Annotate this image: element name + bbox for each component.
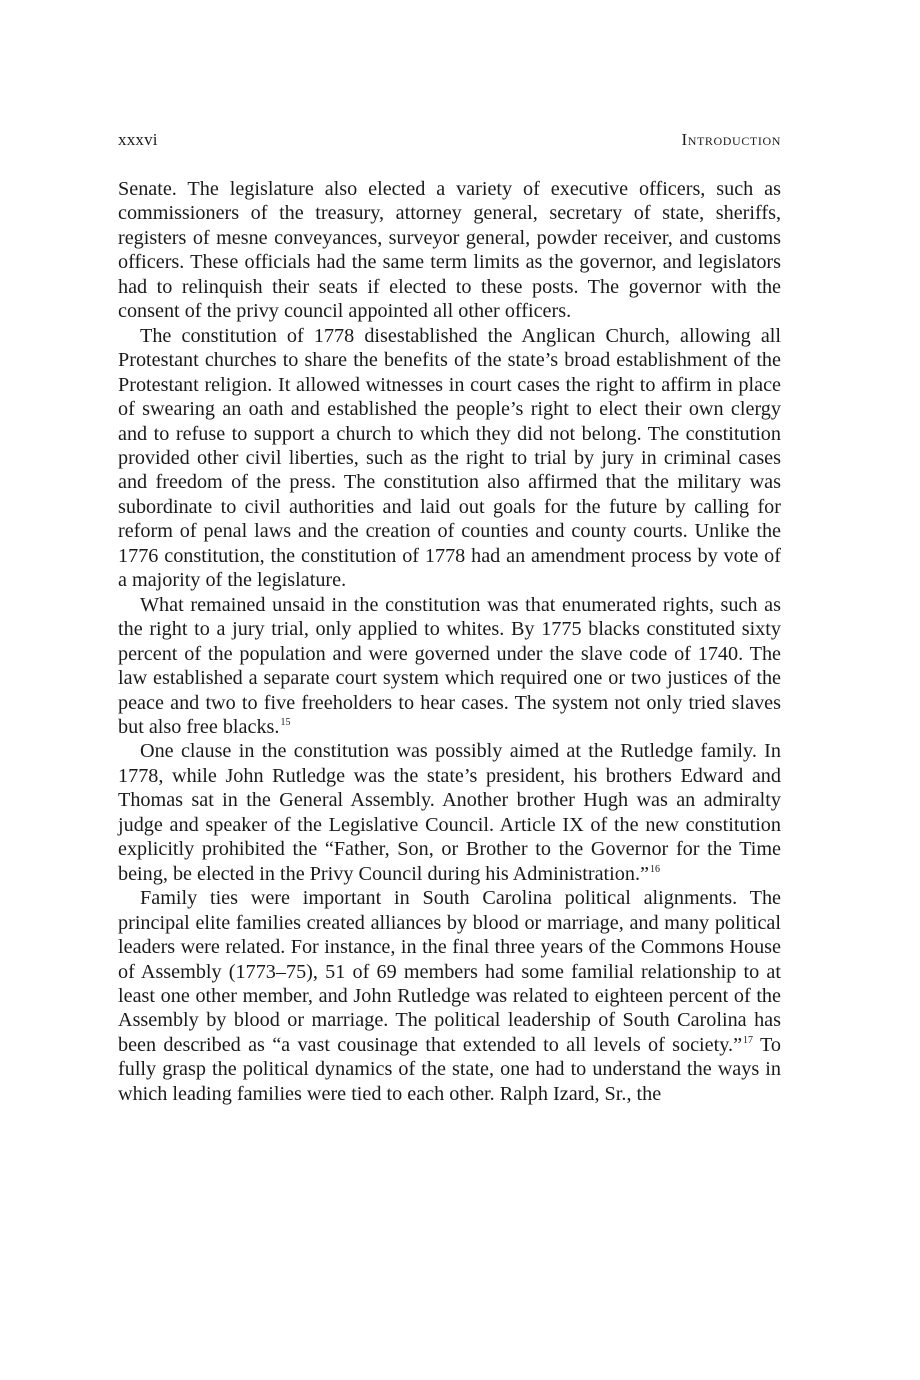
page-number: xxxvi xyxy=(118,130,158,149)
paragraph xyxy=(118,886,781,1106)
paragraph xyxy=(118,324,781,593)
paragraph xyxy=(118,177,781,324)
paragraph xyxy=(118,593,781,740)
paragraph-text: What remained unsaid in the constitution was that enumerated rights, such as the right to a jury trial, only applied to whites. By 1775 blacks constituted sixty percent of the population and were governed under the slave code of 1740. The law established a separate court system which required one or two justices of the peace and two to five freeholders to hear cases. The system not only tried slaves but also free blacks. xyxy=(118,593,781,738)
footnote-ref[interactable]: 17 xyxy=(743,1034,754,1046)
body-text xyxy=(118,177,781,1106)
paragraph-text-continued: To fully grasp the political dynamics of the state, one had to understand the ways in which leading families were tied to each other. Ralph Izard, Sr., the xyxy=(118,1033,781,1105)
footnote-ref[interactable]: 15 xyxy=(280,716,291,728)
paragraph xyxy=(118,739,781,886)
paragraph-text: The constitution of 1778 disestablished the Anglican Church, allowing all Protestant churches to share the benefits of the state’s broad establishment of the Protestant religion. It allowed witnesses in court cases the right to affirm in place of swearing an oath and established the people’s right to elect their own clergy and to refuse to support a church to which they did not belong. The constitution provided other civil liberties, such as the right to trial by jury in criminal cases and freedom of the press. The constitution also affirmed that the military was subordinate to civil authorities and laid out goals for the future by calling for reform of penal laws and the creation of counties and county courts. Unlike the 1776 constitution, the constitution of 1778 had an amendment process by vote of a majority of the legislature. xyxy=(118,324,781,592)
running-head xyxy=(118,128,781,156)
book-page xyxy=(118,128,781,1268)
paragraph-text: Family ties were important in South Carolina political alignments. The principal elite families created alliances by blood or marriage, and many political leaders were related. For instance, in the final three years of the Commons House of Assembly (1773–75), 51 of 69 members had some familial relationship to at least one other member, and John Rutledge was related to eighteen percent of the Assembly by blood or marriage. The political leadership of South Carolina has been described as “a vast cousinage that extended to all levels of society.” xyxy=(118,887,781,1056)
footnote-ref[interactable]: 16 xyxy=(649,863,660,875)
paragraph-text: One clause in the constitution was possibly aimed at the Rutledge family. In 1778, while John Rutledge was the state’s president, his brothers Edward and Thomas sat in the General Assembly. Another brother Hugh was an admiralty judge and speaker of the Legislative Council. Article IX of the new constitution explicitly prohibited the “Father, Son, or Brother to the Governor for the Time being, be elected in the Privy Council during his Administration.” xyxy=(118,740,781,885)
section-title: Introduction xyxy=(681,130,781,149)
paragraph-text: Senate. The legislature also elected a variety of executive officers, such as commissioners of the treasury, attorney general, secretary of state, sheriffs, registers of mesne conveyances, surveyor general, powder receiver, and customs officers. These officials had the same term limits as the governor, and legislators had to relinquish their seats if elected to these posts. The governor with the consent of the privy council appointed all other officers. xyxy=(118,178,781,323)
